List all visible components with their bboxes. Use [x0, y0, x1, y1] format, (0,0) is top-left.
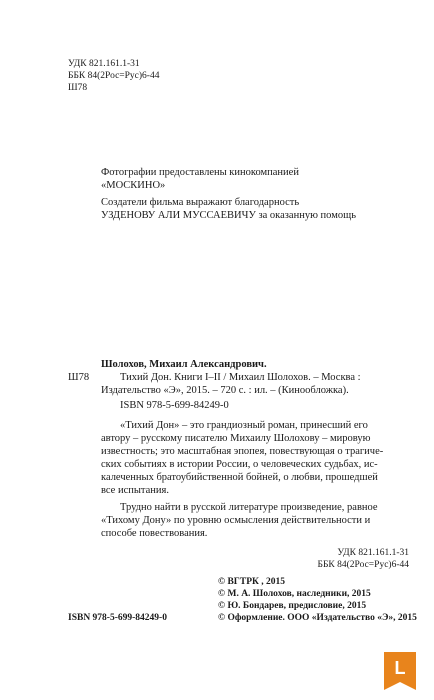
thanks-line2: УЗДЕНОВУ АЛИ МУССАЕВИЧУ за оказанную помощь: [101, 210, 356, 221]
annotation-para1-line3: известность; это масштабная эпопея, повествующая о трагиче-: [101, 446, 384, 457]
biblio-line1: Тихий Дон. Книги I–II / Михаил Шолохов. – Москва :: [120, 372, 361, 383]
copyright-line2: © М. А. Шолохов, наследники, 2015: [218, 589, 371, 599]
udk-code: УДК 821.161.1-31: [68, 59, 140, 69]
annotation-para1-line5: калеченных братоубийственной бойней, о любви, прошедшей: [101, 472, 378, 483]
author-mark: Ш78: [68, 83, 88, 93]
annotation-para2-line3: способе повествования.: [101, 528, 208, 539]
biblio-line2: Издательство «Э», 2015. – 720 с. : ил. – (Кинообложка).: [101, 385, 349, 396]
copyright-line4: © Оформление. ООО «Издательство «Э», 2015: [218, 613, 417, 623]
annotation-para1-line2: автору – русскому писателю Михаилу Шолохову – мировую: [101, 433, 371, 444]
biblio-author-mark: Ш78: [68, 372, 90, 383]
litres-logo-icon: [384, 652, 416, 690]
annotation-para2-line1: Трудно найти в русской литературе произведение, равное: [120, 502, 378, 513]
annotation-para1-line4: ских событиях в истории России, о человеческих судьбах, ис-: [101, 459, 378, 470]
photo-credit-line1: Фотографии предоставлены кинокомпанией: [101, 167, 299, 178]
copyright-line1: © ВГТРК , 2015: [218, 577, 286, 587]
photo-credit-line2: «МОСКИНО»: [101, 180, 166, 191]
annotation-para2-line2: «Тихому Дону» по уровню осмысления действительности и: [101, 515, 371, 526]
bottom-udk-code: УДК 821.161.1-31: [337, 548, 409, 558]
bottom-bbk-code: ББК 84(2Рос=Рус)6-44: [317, 560, 409, 570]
biblio-author: Шолохов, Михаил Александрович.: [101, 359, 267, 370]
thanks-line1: Создатели фильма выражают благодарность: [101, 197, 300, 208]
copyright-line3: © Ю. Бондарев, предисловие, 2015: [218, 601, 367, 611]
annotation-para1-line6: все испытания.: [101, 485, 169, 496]
biblio-isbn: ISBN 978-5-699-84249-0: [120, 400, 229, 411]
copyright-isbn: ISBN 978-5-699-84249-0: [68, 613, 167, 623]
bbk-code: ББК 84(2Рос=Рус)6-44: [68, 71, 160, 81]
litres-logo-letter: L: [394, 658, 406, 678]
annotation-para1-line1: «Тихий Дон» – это грандиозный роман, принесший его: [120, 420, 368, 431]
